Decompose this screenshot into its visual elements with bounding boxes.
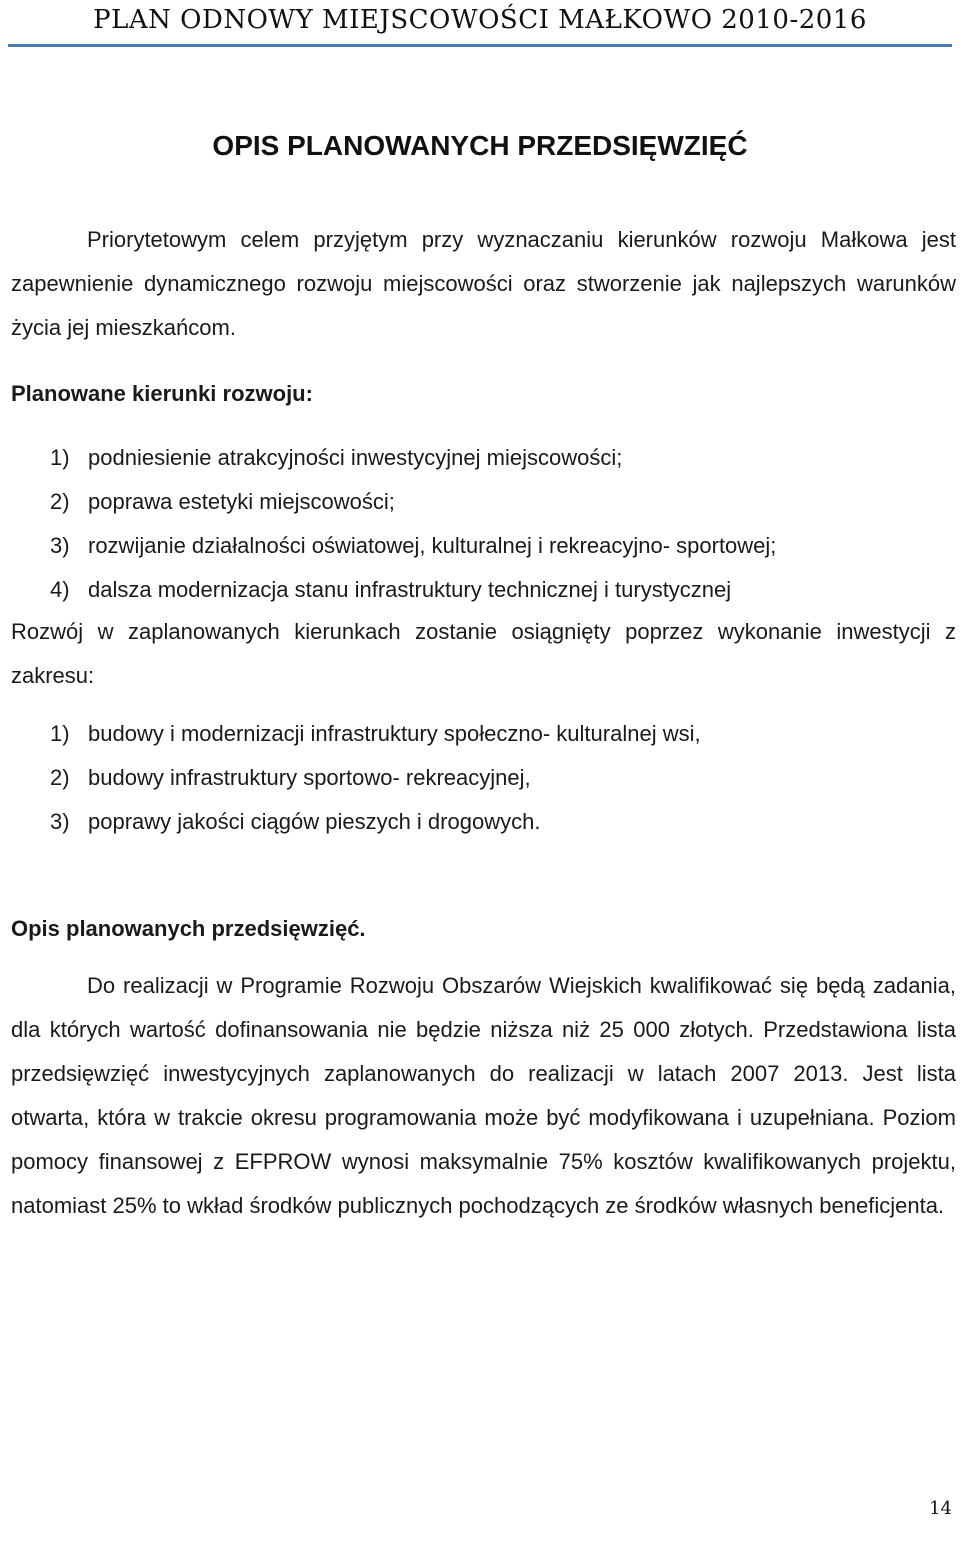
directions-heading: Planowane kierunki rozwoju: bbox=[11, 381, 313, 406]
running-header: PLAN ODNOWY MIEJSCOWOŚCI MAŁKOWO 2010-2016 bbox=[93, 5, 867, 35]
list-item-number: 3) bbox=[50, 533, 70, 558]
list-item-text: poprawa estetyki miejscowości; bbox=[88, 489, 395, 514]
list-item bbox=[50, 436, 956, 480]
section-paragraph: Do realizacji w Programie Rozwoju Obszarów Wiejskich kwalifikować się będą zadania, dla których wartość dofinansowania nie będzie niższa niż 25 000 złotych. Przedstawiona lista przedsięwzięć inwestycyjnych zaplanowanych do realizacji w latach 2007 2013. Jest lista otwarta, która w trakcie okresu programowania może być modyfikowana i uzupełniana. Poziom pomocy finansowej z EFPROW wynosi maksymalnie 75% kosztów kwalifikowanych projektu, natomiast 25% to wkład środków publicznych pochodzących ze środków własnych beneficjenta. bbox=[11, 973, 956, 1218]
list-item-text: dalsza modernizacja stanu infrastruktury technicznej i turystycznej bbox=[88, 577, 732, 602]
list-item bbox=[50, 756, 956, 800]
list-item-number: 4) bbox=[50, 577, 70, 602]
list-item-text: podniesienie atrakcyjności inwestycyjnej miejscowości; bbox=[88, 445, 623, 470]
investments-list bbox=[50, 712, 956, 844]
list-item-number: 1) bbox=[50, 445, 70, 470]
list-item bbox=[50, 480, 956, 524]
development-paragraph: Rozwój w zaplanowanych kierunkach zostanie osiągnięty poprzez wykonanie inwestycji z zakresu: bbox=[11, 619, 956, 688]
list-item-text: rozwijanie działalności oświatowej, kulturalnej i rekreacyjno- sportowej; bbox=[88, 533, 777, 558]
header-rule bbox=[8, 44, 952, 47]
list-item bbox=[50, 800, 956, 844]
list-item-text: budowy infrastruktury sportowo- rekreacyjnej, bbox=[88, 765, 531, 790]
list-item bbox=[50, 568, 956, 612]
list-item-number: 1) bbox=[50, 721, 70, 746]
list-item bbox=[50, 712, 956, 756]
list-item-number: 2) bbox=[50, 765, 70, 790]
directions-list bbox=[50, 436, 956, 612]
page-number: 14 bbox=[929, 1498, 952, 1519]
list-item-text: poprawy jakości ciągów pieszych i drogowych. bbox=[88, 809, 541, 834]
intro-paragraph: Priorytetowym celem przyjętym przy wyznaczaniu kierunków rozwoju Małkowa jest zapewnienie dynamicznego rozwoju miejscowości oraz stworzenie jak najlepszych warunków życia jej mieszkańcom. bbox=[11, 227, 956, 340]
section-heading: Opis planowanych przedsięwzięć. bbox=[11, 916, 366, 941]
list-item-number: 2) bbox=[50, 489, 70, 514]
page-title: OPIS PLANOWANYCH PRZEDSIĘWZIĘĆ bbox=[212, 130, 748, 161]
list-item-text: budowy i modernizacji infrastruktury społeczno- kulturalnej wsi, bbox=[88, 721, 701, 746]
list-item bbox=[50, 524, 956, 568]
list-item-number: 3) bbox=[50, 809, 70, 834]
